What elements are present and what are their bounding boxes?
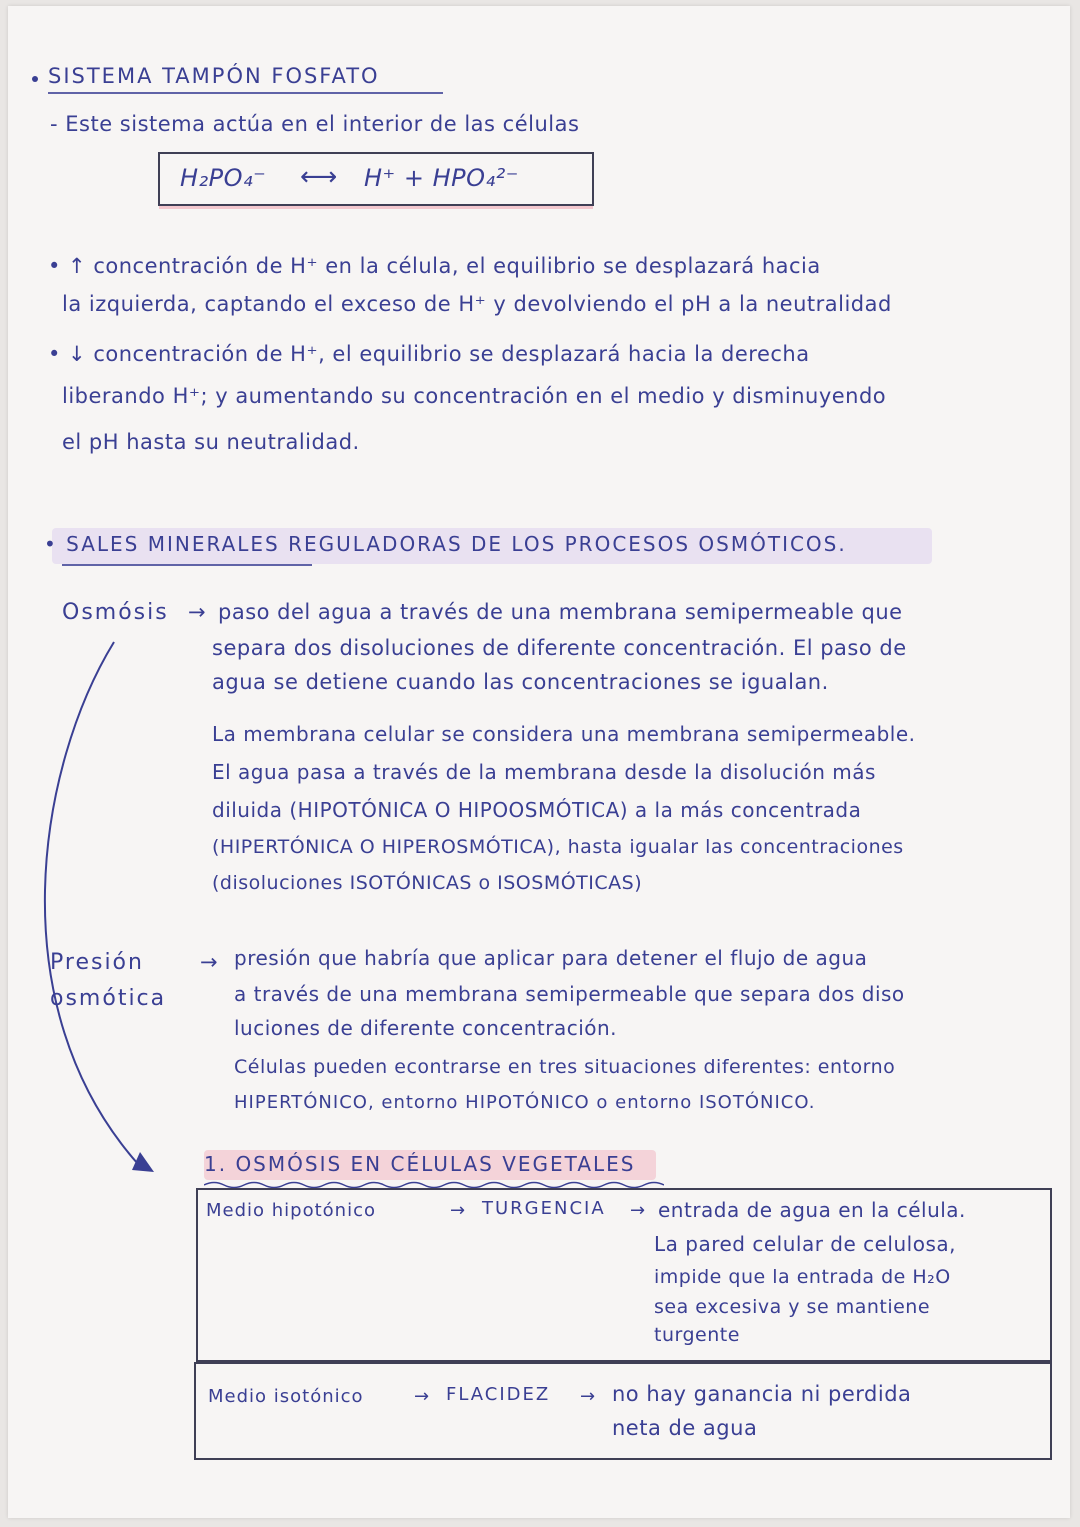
point-decrease-line1: • ↓ concentración de H⁺, el equilibrio se desplazará hacia la derecha <box>48 342 810 366</box>
hipotonico-desc4: sea excesiva y se mantiene <box>654 1296 931 1318</box>
osmosis-p2: El agua pasa a través de la membrana desde la disolución más <box>212 760 876 784</box>
equation-left: H₂PO₄⁻ <box>180 164 267 192</box>
isotonico-state: FLACIDEZ <box>446 1384 551 1405</box>
osmosis-arrow: → <box>188 600 207 624</box>
osmosis-p4: (HIPERTÓNICA O HIPEROSMÓTICA), hasta igualar las concentraciones <box>212 836 904 858</box>
osmosis-p3: diluida (HIPOTÓNICA O HIPOOSMÓTICA) a la más concentrada <box>212 798 862 822</box>
hipotonico-arrow1: → <box>450 1200 467 1221</box>
osmosis-def1: paso del agua a través de una membrana semipermeable que <box>218 600 903 624</box>
isotonico-label: Medio isotónico <box>208 1386 364 1407</box>
presion-p2: HIPERTÓNICO, entorno HIPOTÓNICO o entorno ISOTÓNICO. <box>234 1092 816 1113</box>
presion-def3: luciones de diferente concentración. <box>234 1016 618 1040</box>
equation-right: H⁺ + HPO₄²⁻ <box>364 164 519 192</box>
hipotonico-desc5: turgente <box>654 1324 740 1346</box>
notebook-page <box>8 6 1070 1518</box>
point-decrease-line2: liberando H⁺; y aumentando su concentración en el medio y disminuyendo <box>62 384 887 408</box>
hipotonico-desc1: entrada de agua en la célula. <box>658 1198 966 1222</box>
point-increase-line2: la izquierda, captando el exceso de H⁺ y devolviendo el pH a la neutralidad <box>62 292 892 316</box>
osmosis-p1: La membrana celular se considera una membrana semipermeable. <box>212 722 916 746</box>
isotonico-box <box>194 1362 1052 1460</box>
hipotonico-desc3: impide que la entrada de H₂O <box>654 1266 951 1288</box>
subsection-title: 1. OSMÓSIS EN CÉLULAS VEGETALES <box>204 1152 636 1176</box>
section-title-sales-minerales: • SALES MINERALES REGULADORAS DE LOS PROCESOS OSMÓTICOS. <box>44 532 847 556</box>
hipotonico-state: TURGENCIA <box>482 1198 606 1219</box>
term-osmosis: Osmósis <box>62 600 169 625</box>
isotonico-arrow2: → <box>580 1386 597 1407</box>
equation-arrow: ⟷ <box>300 162 338 192</box>
hipotonico-arrow2: → <box>630 1200 647 1221</box>
intro-text: - Este sistema actúa en el interior de las células <box>50 112 580 136</box>
isotonico-desc2: neta de agua <box>612 1416 758 1440</box>
section-title-tampon-fosfato: SISTEMA TAMPÓN FOSFATO <box>48 64 380 88</box>
point-increase-line1: • ↑ concentración de H⁺ en la célula, el equilibrio se desplazará hacia <box>48 254 821 278</box>
isotonico-desc1: no hay ganancia ni perdida <box>612 1382 912 1406</box>
hipotonico-label: Medio hipotónico <box>206 1200 377 1221</box>
isotonico-arrow1: → <box>414 1386 431 1407</box>
presion-p1: Células pueden econtrarse en tres situaciones diferentes: entorno <box>234 1056 896 1078</box>
osmosis-def2: separa dos disoluciones de diferente concentración. El paso de <box>212 636 907 660</box>
presion-def2: a través de una membrana semipermeable que separa dos diso <box>234 982 905 1006</box>
hipotonico-desc2: La pared celular de celulosa, <box>654 1232 956 1256</box>
point-decrease-line3: el pH hasta su neutralidad. <box>62 430 360 454</box>
osmosis-p5: (disoluciones ISOTÓNICAS o ISOSMÓTICAS) <box>212 872 643 894</box>
term-presion: Presión <box>50 950 144 975</box>
presion-def1: presión que habría que aplicar para detener el flujo de agua <box>234 946 868 970</box>
presion-arrow: → <box>200 950 219 974</box>
term-osmotica: osmótica <box>50 986 167 1011</box>
osmosis-def3: agua se detiene cuando las concentraciones se igualan. <box>212 670 829 694</box>
